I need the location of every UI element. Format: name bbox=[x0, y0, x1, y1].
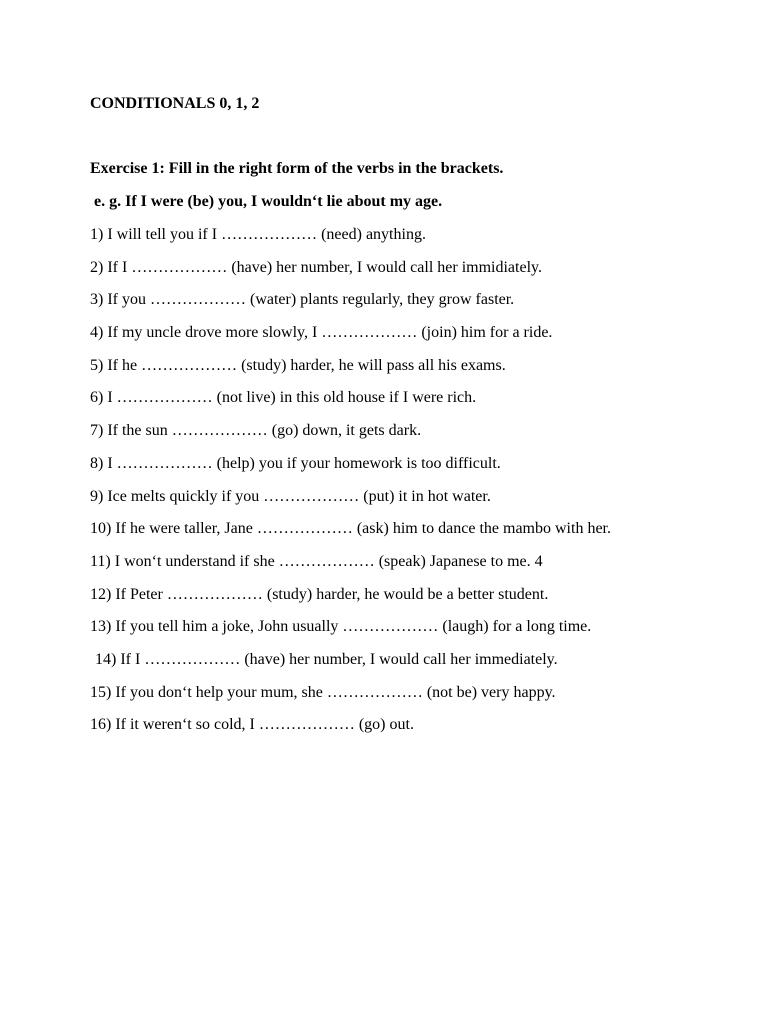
page-title: CONDITIONALS 0, 1, 2 bbox=[90, 95, 260, 112]
exercise-item-10: 10) If he were taller, Jane ……………… (ask) him to dance the mambo with her. bbox=[90, 520, 611, 538]
example-sentence: e. g. If I were (be) you, I wouldn‘t lie about my age. bbox=[94, 193, 443, 210]
exercise-item-11: 11) I won‘t understand if she ……………… (speak) Japanese to me. 4 bbox=[90, 552, 543, 570]
exercise-item-3: 3) If you ……………… (water) plants regularly, they grow faster. bbox=[90, 291, 515, 309]
exercise-items-list bbox=[90, 225, 611, 748]
exercise-item-2: 2) If I ……………… (have) her number, I would call her immidiately. bbox=[90, 258, 542, 276]
exercise-item-16: 16) If it weren‘t so cold, I ……………… (go) out. bbox=[90, 716, 414, 734]
exercise-item-6: 6) I ……………… (not live) in this old house if I were rich. bbox=[90, 389, 477, 407]
exercise-item-4: 4) If my uncle drove more slowly, I ……………… (join) him for a ride. bbox=[90, 324, 553, 342]
exercise-heading: Exercise 1: Fill in the right form of the verbs in the brackets. bbox=[90, 160, 504, 177]
exercise-item-1: 1) I will tell you if I ……………… (need) anything. bbox=[90, 226, 426, 243]
exercise-item-9: 9) Ice melts quickly if you ……………… (put) it in hot water. bbox=[90, 487, 491, 505]
exercise-item-14: 14) If I ……………… (have) her number, I would call her immediately. bbox=[95, 650, 558, 668]
exercise-item-8: 8) I ……………… (help) you if your homework is too difficult. bbox=[90, 454, 501, 472]
exercise-item-5: 5) If he ……………… (study) harder, he will pass all his exams. bbox=[90, 356, 506, 374]
exercise-item-12: 12) If Peter ……………… (study) harder, he would be a better student. bbox=[90, 585, 549, 603]
exercise-item-15: 15) If you don‘t help your mum, she ……………… (not be) very happy. bbox=[90, 683, 556, 701]
exercise-item-7: 7) If the sun ……………… (go) down, it gets dark. bbox=[90, 422, 422, 440]
exercise-item-13: 13) If you tell him a joke, John usually ……………… (laugh) for a long time. bbox=[90, 618, 592, 636]
